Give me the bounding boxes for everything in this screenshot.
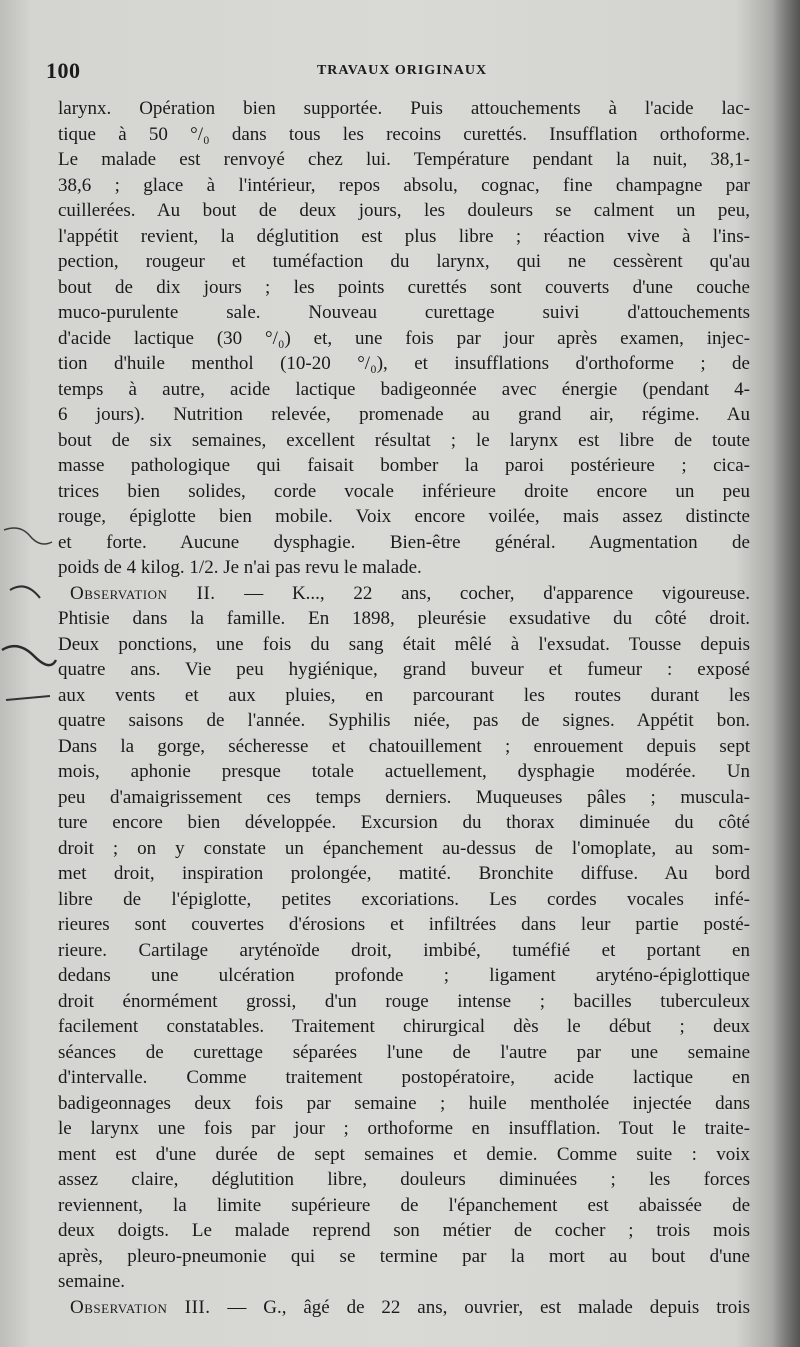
text-line: assez claire, déglutition libre, douleurs diminuées ; les forces — [58, 1169, 750, 1190]
text-line: rieures sont couvertes d'érosions et infiltrées dans leur partie posté- — [58, 914, 750, 935]
text-line: tique à 50 °/₀ dans tous les recoins curettés. Insufflation orthoforme. — [58, 123, 750, 145]
text-line: d'intervalle. Comme traitement postopératoire, acide lactique en — [58, 1067, 750, 1088]
text-line: poids de 4 kilog. 1/2. Je n'ai pas revu le malade. — [58, 557, 422, 578]
text-line: temps à autre, acide lactique badigeonnée avec énergie (pendant 4- — [58, 378, 750, 400]
text-line: badigeonnages deux fois par semaine ; huile mentholée injectée dans — [58, 1092, 750, 1114]
text-line: Phtisie dans la famille. En 1898, pleurésie exsudative du côté droit. — [58, 608, 750, 629]
observation-2-label: Observation II. — [70, 582, 216, 604]
text-line: 38,6 ; glace à l'intérieur, repos absolu, cognac, fine champagne par — [58, 174, 750, 196]
text-line: ture encore bien développée. Excursion du thorax diminuée du côté — [58, 812, 750, 833]
text-line: et forte. Aucune dysphagie. Bien-être général. Augmentation de — [58, 531, 750, 553]
text-line: rieure. Cartilage aryténoïde droit, imbibé, tuméfié et portant en — [58, 939, 750, 961]
text-line: quatre ans. Vie peu hygiénique, grand buveur et fumeur : exposé — [58, 659, 750, 680]
text-line: le larynx une fois par jour ; orthoforme en insufflation. Tout le traite- — [58, 1118, 750, 1139]
body-text — [58, 96, 750, 1320]
text-line: cuillerées. Au bout de deux jours, les douleurs se calment un peu, — [58, 200, 750, 221]
text-line: pection, rougeur et tuméfaction du larynx, qui ne cessèrent qu'au — [58, 251, 750, 272]
text-line: séances de curettage séparées l'une de l'autre par une semaine — [58, 1041, 750, 1063]
text-line: deux doigts. Le malade reprend son métier de cocher ; trois mois — [58, 1220, 750, 1241]
text-line: 6 jours). Nutrition relevée, promenade au grand air, régime. Au — [58, 404, 750, 425]
observation-3-label: Observation III. — [70, 1296, 211, 1318]
text-line: aux vents et aux pluies, en parcourant les routes durant les — [58, 684, 750, 706]
text-line: semaine. — [58, 1271, 126, 1292]
text-line: ment est d'une durée de sept semaines et demie. Comme suite : voix — [58, 1143, 750, 1165]
text-line: droit énormément grossi, d'un rouge intense ; bacilles tuberculeux — [58, 990, 750, 1012]
margin-ink-smudge — [0, 520, 58, 740]
page-header — [46, 58, 758, 86]
text-line: muco-purulente sale. Nouveau curettage suivi d'attouchements — [58, 302, 750, 323]
text-line: tion d'huile menthol (10-20 °/₀), et insufflations d'orthoforme ; de — [58, 353, 750, 374]
text-line: Le malade est renvoyé chez lui. Température pendant la nuit, 38,1- — [58, 149, 750, 170]
observation-2-first-line — [58, 581, 750, 607]
running-head: TRAVAUX ORIGINAUX — [316, 63, 488, 78]
text-line: l'appétit revient, la déglutition est plus libre ; réaction vive à l'ins- — [58, 225, 750, 247]
text-line: dedans une ulcération profonde ; ligament aryténo-épiglottique — [58, 965, 750, 986]
observation-3-first-line — [58, 1295, 750, 1321]
text-line: libre de l'épiglotte, petites excoriations. Les cordes vocales infé- — [58, 888, 750, 910]
text-line: après, pleuro-pneumonie qui se termine par la mort au bout d'une — [58, 1245, 750, 1267]
text-line: bout de six semaines, excellent résultat ; le larynx est libre de toute — [58, 429, 750, 451]
text-line: bout de dix jours ; les points curettés sont couverts d'une couche — [58, 276, 750, 298]
text-line: quatre saisons de l'année. Syphilis niée, pas de signes. Appétit bon. — [58, 710, 750, 731]
text-line: droit ; on y constate un épanchement au-dessus de l'omoplate, au som- — [58, 837, 750, 859]
text-line: met droit, inspiration prolongée, matité. Bronchite diffuse. Au bord — [58, 863, 750, 884]
text-line: rouge, épiglotte bien mobile. Voix encore voilée, mais assez distincte — [58, 506, 750, 527]
text-line: d'acide lactique (30 °/₀) et, une fois par jour après examen, injec- — [58, 327, 750, 349]
page-number: 100 — [46, 58, 81, 83]
text-line: mois, aphonie presque totale actuellement, dysphagie modérée. Un — [58, 761, 750, 782]
text-line: Deux ponctions, une fois du sang était mêlé à l'exsudat. Tousse depuis — [58, 633, 750, 655]
text-line: peu d'amaigrissement ces temps derniers. Muqueuses pâles ; muscula- — [58, 786, 750, 808]
text-line: trices bien solides, corde vocale inférieure droite encore un peu — [58, 480, 750, 502]
scan-shadow — [772, 0, 800, 1347]
text-line: facilement constatables. Traitement chirurgical dès le début ; deux — [58, 1016, 750, 1037]
text-line: larynx. Opération bien supportée. Puis attouchements à l'acide lac- — [58, 98, 750, 119]
observation-3-intro: — G., âgé de 22 ans, ouvrier, est malade depuis trois — [210, 1296, 750, 1318]
text-line: masse pathologique qui faisait bomber la paroi postérieure ; cica- — [58, 455, 750, 476]
text-line: reviennent, la limite supérieure de l'épanchement est abaissée de — [58, 1194, 750, 1216]
observation-2-intro: — K..., 22 ans, cocher, d'apparence vigoureuse. — [215, 582, 750, 604]
text-line: Dans la gorge, sécheresse et chatouillement ; enrouement depuis sept — [58, 735, 750, 757]
